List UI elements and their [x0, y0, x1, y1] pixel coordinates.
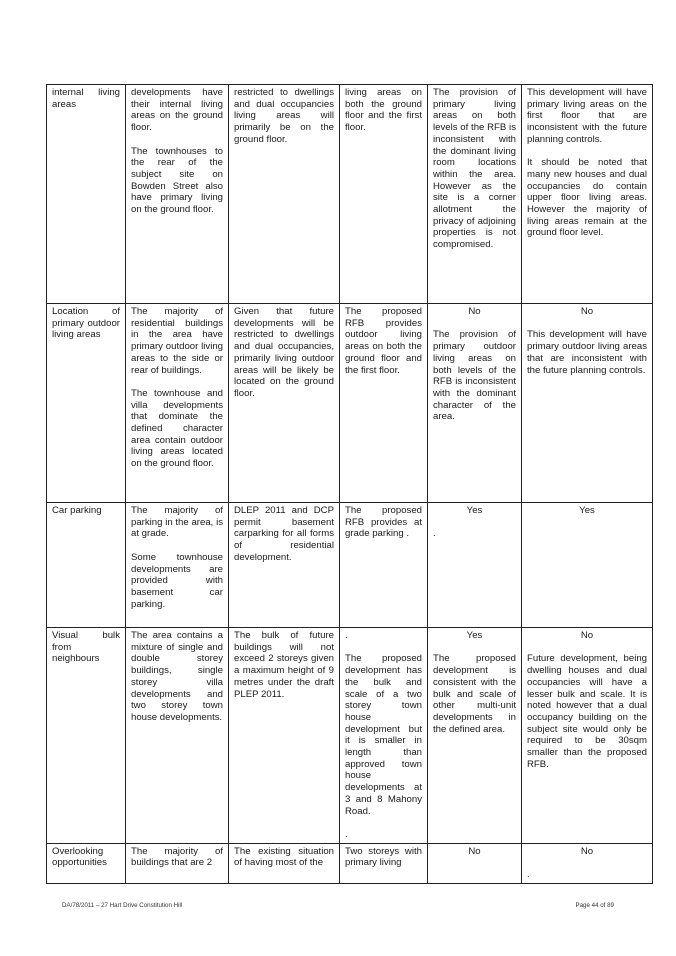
cell-paragraph: The majority of parking in the area, is at grade. [131, 505, 223, 540]
cell-existing-character [126, 304, 229, 503]
cell-paragraph: It should be noted that many new houses and dual occupancies do contain upper floor living areas. However the majority of living areas remain at the ground floor level. [527, 157, 647, 239]
cell-consistent-future [522, 503, 653, 628]
cell-paragraph: The townhouse and villa developments that dominate the defined character area contain outdoor living areas located on the ground floor. [131, 387, 223, 470]
cell-criterion [47, 304, 126, 503]
table-row [47, 85, 653, 304]
cell-paragraph: restricted to dwellings and dual occupancies living areas will primarily be on the ground floor. [234, 87, 334, 145]
cell-criterion [47, 85, 126, 304]
cell-proposal [340, 304, 428, 503]
cell-paragraph: Two storeys with primary living [345, 845, 422, 869]
cell-paragraph: Yes [579, 505, 595, 516]
cell-paragraph: Car parking [52, 505, 102, 516]
cell-consistent-existing [428, 503, 522, 628]
cell-paragraph: DLEP 2011 and DCP permit basement carparking for all forms of residential development. [234, 505, 334, 563]
cell-paragraph: The proposed development is consistent with the bulk and scale of other multi-unit developments in the defined area. [433, 653, 516, 735]
cell-paragraph: Overlooking opportunities [52, 845, 107, 869]
cell-paragraph: Location of primary outdoor living areas [52, 306, 120, 341]
cell-paragraph: Some townhouse developments are provided with basement car parking. [131, 551, 223, 610]
cell-paragraph: The majority of residential buildings in the area have primary outdoor living areas to the side or rear of buildings. [131, 306, 223, 376]
table-row [47, 503, 653, 628]
cell-criterion [47, 628, 126, 844]
assessment-table [46, 84, 653, 884]
cell-paragraph: The provision of primary outdoor living areas on both levels of the RFB is inconsistent with the dominant character of the area. [433, 329, 516, 423]
table-row [47, 304, 653, 503]
cell-paragraph: internal living areas [52, 87, 120, 110]
table-row [47, 628, 653, 844]
footer-page-number: Page 44 of 89 [575, 902, 614, 909]
cell-paragraph: No [468, 306, 481, 317]
table-row [47, 843, 653, 883]
cell-paragraph: No [580, 306, 594, 317]
cell-existing-character [126, 628, 229, 844]
cell-consistent-existing [428, 85, 522, 304]
cell-paragraph: Visual bulk from neighbours [52, 630, 120, 665]
cell-consistent-future [522, 628, 653, 844]
cell-consistent-existing [428, 628, 522, 844]
cell-paragraph: The townhouses to the rear of the subject site on Bowden Street also have primary living on the ground floor. [131, 145, 223, 216]
cell-paragraph: Yes [466, 630, 483, 641]
cell-future-character [229, 628, 340, 844]
cell-paragraph: No [468, 845, 481, 857]
cell-paragraph: The provision of primary living areas on both levels of the RFB is inconsistent with the dominant living room locations within the area. However as the site is a corner allotment the privacy of adjoining properties is not compromised. [433, 87, 516, 251]
cell-paragraph: The bulk of future buildings will not exceed 2 storeys given a maximum height of 9 metres under the draft PLEP 2011. [234, 630, 334, 700]
cell-consistent-future [522, 843, 653, 883]
cell-paragraph: The proposed development has the bulk and scale of a two storey town house development but it is smaller in length than approved town house developments at 3 and 8 Mahony Road. [345, 653, 422, 817]
cell-future-character [229, 503, 340, 628]
cell-future-character [229, 304, 340, 503]
cell-criterion [47, 503, 126, 628]
cell-paragraph: No [580, 630, 594, 641]
table-body [47, 85, 653, 884]
cell-paragraph: Given that future developments will be restricted to dwellings and dual occupancies, primarily living outdoor areas will be likely be located on the ground floor. [234, 306, 334, 399]
cell-paragraph: This development will have primary outdoor living areas that are inconsistent with the future planning controls. [527, 329, 647, 376]
cell-consistent-existing [428, 843, 522, 883]
cell-paragraph: . [527, 869, 530, 881]
cell-paragraph: Future development, being dwelling houses and dual occupancies will have a lesser bulk and scale. It is noted however that a dual occupancy building on the subject site would only be required to be 30sqm smaller than the proposed RFB. [527, 653, 647, 770]
footer-document-ref: DA/78/2011 – 27 Hart Drive Constitution Hill [62, 902, 183, 909]
cell-proposal [340, 85, 428, 304]
cell-paragraph: The majority of buildings that are 2 [131, 845, 223, 869]
cell-future-character [229, 85, 340, 304]
cell-paragraph: living areas on both the ground floor and the first floor. [345, 87, 422, 134]
cell-paragraph: Yes [466, 505, 483, 516]
cell-existing-character [126, 85, 229, 304]
cell-paragraph: No [580, 845, 594, 857]
cell-proposal [340, 503, 428, 628]
cell-paragraph: . [433, 528, 436, 540]
cell-paragraph: developments have their internal living areas on the ground floor. [131, 87, 223, 134]
cell-paragraph: The area contains a mixture of single and double storey buildings, single storey villa developments and two storey town house developments. [131, 630, 223, 723]
cell-existing-character [126, 503, 229, 628]
cell-consistent-existing [428, 304, 522, 503]
cell-criterion [47, 843, 126, 883]
cell-consistent-future [522, 304, 653, 503]
cell-paragraph: . [345, 630, 348, 641]
cell-paragraph: . [345, 828, 348, 840]
cell-consistent-future [522, 85, 653, 304]
cell-paragraph: The proposed RFB provides outdoor living areas on both the ground floor and the first floor. [345, 306, 422, 376]
cell-existing-character [126, 843, 229, 883]
cell-proposal [340, 843, 428, 883]
cell-paragraph: The proposed RFB provides at grade parking . [345, 505, 422, 540]
cell-paragraph: This development will have primary living areas on the first floor that are inconsistent with the future planning controls. [527, 87, 647, 145]
cell-proposal [340, 628, 428, 844]
cell-future-character [229, 843, 340, 883]
cell-paragraph: The existing situation of having most of the [234, 845, 334, 869]
